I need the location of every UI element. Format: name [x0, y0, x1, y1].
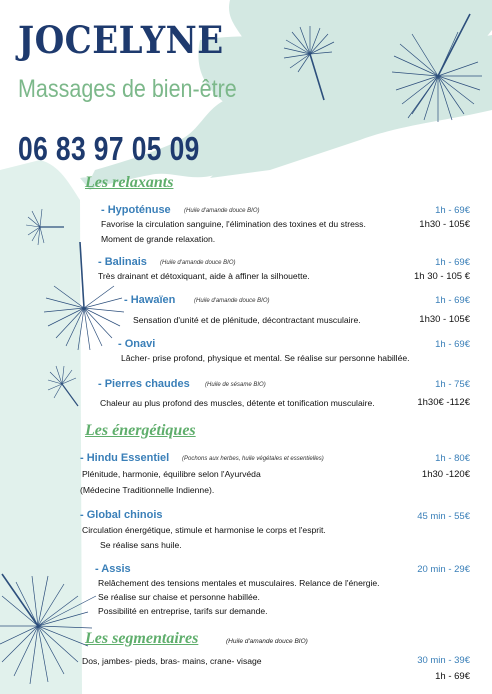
service-name-hawaien: - Hawaïen	[124, 294, 176, 306]
service-price-balinais-1: 1h - 69€	[435, 257, 470, 268]
service-price-hindu-essentiel-2: 1h30 -120€	[421, 469, 470, 480]
service-price-onavi-1: 1h - 69€	[435, 339, 470, 350]
service-desc-assis-1: Relâchement des tensions mentales et musculaires. Relance de l'énergie.	[98, 578, 380, 588]
service-price-hypotenuse-1: 1h - 69€	[435, 205, 470, 216]
service-price-hypotenuse-2: 1h30 - 105€	[419, 219, 470, 230]
service-desc-hypotenuse-2: Moment de grande relaxation.	[101, 234, 216, 244]
service-name-onavi: - Onavi	[118, 338, 156, 350]
dandelion-seed-icon	[46, 364, 86, 410]
service-price-assis-1: 20 min - 29€	[417, 564, 470, 575]
section-title-relaxants: Les relaxants	[85, 174, 174, 191]
phone-number[interactable]: 06 83 97 05 09	[18, 130, 200, 167]
service-desc-onavi: Lâcher- prise profond, physique et mental. Se réalise sur personne habillée.	[121, 353, 410, 363]
service-name-hindu-essentiel: - Hindu Essentiel	[80, 452, 170, 464]
service-price-pierres-chaudes-2: 1h30€ -112€	[417, 397, 470, 408]
service-price-segmentaires-2: 1h - 69€	[435, 671, 470, 682]
section-note-segmentaires: (Huile d'amande douce BIO)	[226, 638, 308, 645]
service-note-balinais: (Huile d'amande douce BIO)	[160, 260, 236, 266]
service-name-global-chinois: - Global chinois	[80, 509, 163, 521]
service-desc-balinais: Très drainant et détoxiquant, aide à affiner la silhouette.	[98, 271, 310, 281]
dandelion-seed-icon	[390, 10, 490, 140]
service-price-pierres-chaudes-1: 1h - 75€	[435, 379, 470, 390]
section-title-energetiques: Les énergétiques	[85, 422, 196, 439]
service-name-pierres-chaudes: - Pierres chaudes	[98, 378, 190, 390]
service-desc-hindu-essentiel-2: (Médecine Traditionnelle Indienne).	[80, 485, 215, 495]
service-name-hypotenuse: - Hypoténuse	[101, 204, 171, 216]
service-note-hypotenuse: (Huile d'amande douce BIO)	[184, 208, 260, 214]
service-desc-segmentaires: Dos, jambes- pieds, bras- mains, crane- visage	[82, 656, 262, 666]
service-note-hindu-essentiel: (Pochons aux herbes, huile végétales et essentielles)	[182, 456, 324, 462]
service-note-pierres-chaudes: (Huile de sésame BIO)	[205, 382, 266, 388]
section-title-segmentaires: Les segmentaires	[85, 630, 199, 647]
dandelion-seed-icon	[0, 530, 100, 694]
service-desc-hawaien: Sensation d'unité et de plénitude, décontractant musculaire.	[133, 315, 361, 325]
service-price-balinais-2: 1h 30 - 105 €	[414, 271, 470, 282]
service-price-global-chinois-1: 45 min - 55€	[417, 511, 470, 522]
service-desc-hindu-essentiel-1: Plénitude, harmonie, équilibre selon l'Ayurvéda	[82, 469, 261, 479]
service-price-hawaien-1: 1h - 69€	[435, 295, 470, 306]
service-desc-assis-3: Possibilité en entreprise, tarifs sur demande.	[98, 606, 268, 616]
page-subtitle: Massages de bien-être	[18, 75, 237, 103]
service-price-hindu-essentiel-1: 1h - 80€	[435, 453, 470, 464]
service-desc-assis-2: Se réalise sur chaise et personne habillée.	[98, 592, 260, 602]
service-desc-pierres-chaudes: Chaleur au plus profond des muscles, détente et tonification musculaire.	[100, 398, 375, 408]
page-title: JOCELYNE	[18, 18, 224, 62]
dandelion-seed-icon	[282, 24, 342, 104]
service-name-balinais: - Balinais	[98, 256, 147, 268]
service-price-hawaien-2: 1h30 - 105€	[419, 314, 470, 325]
service-desc-global-chinois-1: Circulation énergétique, stimule et harmonise le corps et l'esprit.	[82, 525, 326, 535]
service-name-assis: - Assis	[95, 563, 131, 575]
service-desc-hypotenuse-1: Favorise la circulation sanguine, l'élimination des toxines et du stress.	[101, 219, 366, 229]
service-note-hawaien: (Huile d'amande douce BIO)	[194, 298, 270, 304]
service-desc-global-chinois-2: Se réalise sans huile.	[100, 540, 182, 550]
service-price-segmentaires-1: 30 min - 39€	[417, 655, 470, 666]
